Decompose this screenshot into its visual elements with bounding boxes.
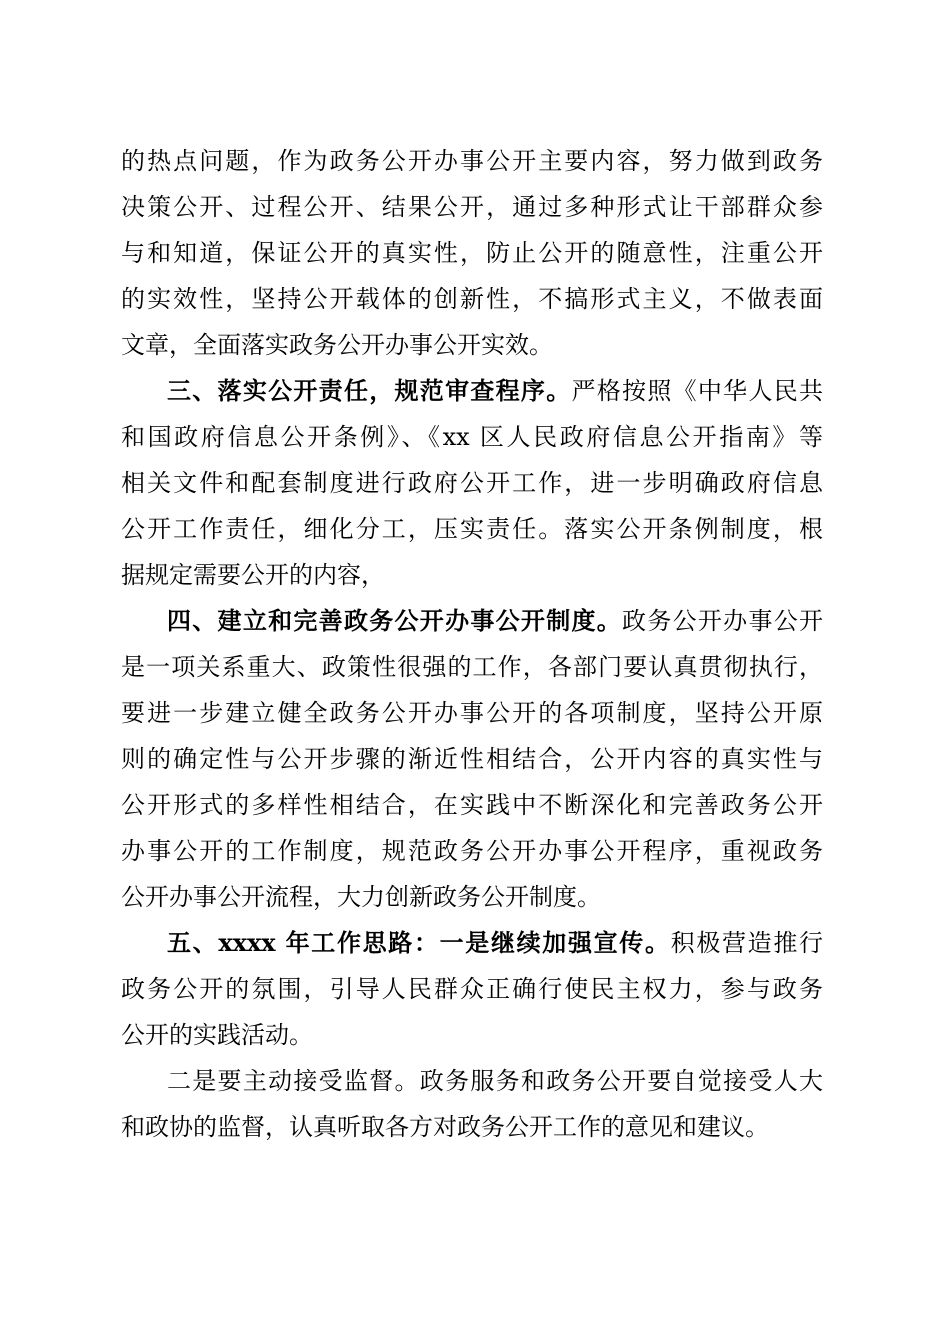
text-line: 公开形式的多样性相结合，在实践中不断深化和完善政务公开 [121, 791, 823, 819]
paragraph-4 [121, 920, 823, 1058]
section-heading: 四、建立和完善政务公开办事公开制度。 [167, 606, 623, 635]
section-heading: 五、xxxx 年工作思路：一是继续加强宣传。 [167, 928, 671, 957]
paragraph-1 [121, 138, 823, 368]
section-heading: 三、落实公开责任，规范审查程序。 [167, 376, 572, 405]
text-line: 公开工作责任，细化分工，压实责任。落实公开条例制度，根 [121, 515, 823, 543]
text-line: 公开办事公开流程，大力创新政务公开制度。 [121, 883, 601, 911]
text-line: 二是要主动接受监督。政务服务和政务公开要自觉接受人大 [167, 1067, 823, 1095]
text-run: 严格按照《中华人民共 [571, 377, 824, 405]
text-line: 是一项关系重大、政策性很强的工作，各部门要认真贯彻执行， [121, 653, 823, 681]
text-line: 文章，全面落实政务公开办事公开实效。 [121, 331, 553, 359]
text-line: 和国政府信息公开条例》、《xx 区人民政府信息公开指南》等 [121, 423, 823, 451]
text-line: 公开的实践活动。 [121, 1021, 313, 1049]
document-body [121, 138, 823, 1150]
text-line: 政务公开的氛围，引导人民群众正确行使民主权力，参与政务 [121, 975, 823, 1003]
paragraph-3 [121, 598, 823, 920]
text-line: 和政协的监督，认真听取各方对政务公开工作的意见和建议。 [121, 1113, 769, 1141]
text-line: 与和知道，保证公开的真实性，防止公开的随意性，注重公开 [121, 239, 823, 267]
text-line: 据规定需要公开的内容， [121, 561, 385, 589]
text-line: 相关文件和配套制度进行政府公开工作，进一步明确政府信息 [121, 469, 823, 497]
text-run: 政务公开办事公开 [622, 607, 824, 635]
text-run: 积极营造推行 [670, 929, 824, 957]
text-line: 的实效性，坚持公开载体的创新性，不搞形式主义，不做表面 [121, 285, 823, 313]
text-line: 则的确定性与公开步骤的渐近性相结合，公开内容的真实性与 [121, 745, 823, 773]
text-line: 要进一步建立健全政务公开办事公开的各项制度，坚持公开原 [121, 699, 823, 727]
text-line [121, 598, 823, 644]
text-line: 决策公开、过程公开、结果公开，通过多种形式让干部群众参 [121, 193, 823, 221]
text-line: 办事公开的工作制度，规范政务公开办事公开程序，重视政务 [121, 837, 823, 865]
paragraph-2 [121, 368, 823, 598]
text-line [121, 368, 823, 414]
text-line [121, 920, 823, 966]
paragraph-5 [121, 1058, 823, 1150]
text-line: 的热点问题，作为政务公开办事公开主要内容，努力做到政务 [121, 147, 823, 175]
